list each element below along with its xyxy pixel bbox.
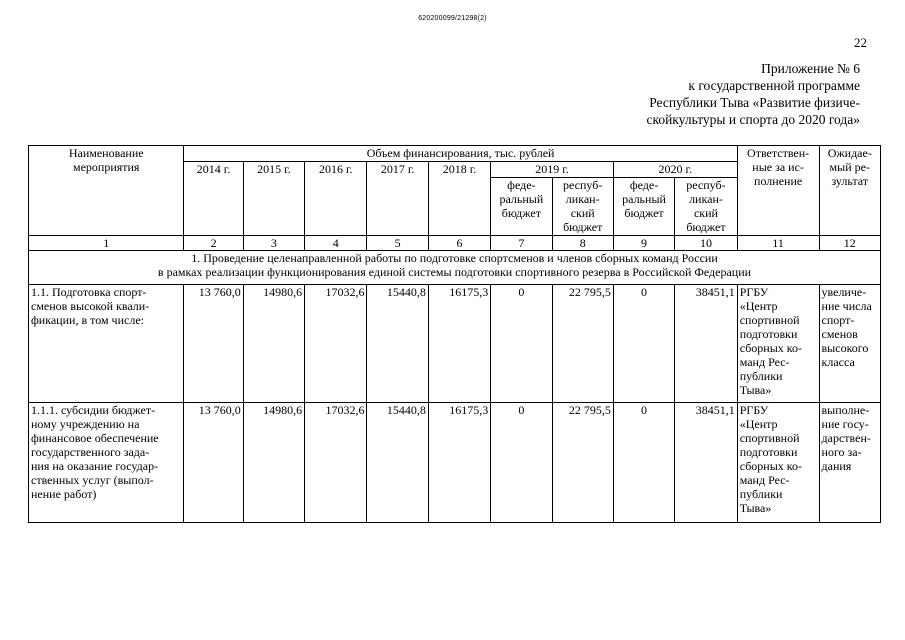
header-year: 2017 г. xyxy=(367,162,428,236)
expected-result xyxy=(819,285,880,403)
cell-line: РГБУ xyxy=(739,403,769,417)
header-year: 2014 г. xyxy=(184,162,243,236)
cell-line: спортивной xyxy=(739,313,800,327)
cell-line: увеличе- xyxy=(821,285,867,299)
activity-name xyxy=(29,403,184,523)
cell-line: ственных услуг (выпол- xyxy=(31,473,154,487)
table-row xyxy=(29,285,881,403)
column-number: 8 xyxy=(552,236,613,251)
header-text: зультат xyxy=(831,174,869,188)
column-number-row xyxy=(29,236,881,251)
cell-line: сменов высокой квали- xyxy=(31,299,150,313)
value-2019-federal: 0 xyxy=(491,403,552,523)
cell-line: 1.1.1. субсидии бюджет- xyxy=(31,403,156,417)
header-year-2020: 2020 г. xyxy=(613,162,737,178)
header-result-cell xyxy=(819,146,880,236)
cell-line: класса xyxy=(821,355,855,369)
expected-result xyxy=(819,403,880,523)
header-name-cell xyxy=(29,146,184,236)
value-2020-federal: 0 xyxy=(613,403,674,523)
header-text: бюджет xyxy=(563,220,603,234)
value-2016: 17032,6 xyxy=(305,285,367,403)
value-2017: 15440,8 xyxy=(367,285,428,403)
cell-line: РГБУ xyxy=(739,285,769,299)
header-year-2019: 2019 г. xyxy=(491,162,614,178)
value-2019-federal: 0 xyxy=(491,285,552,403)
table-row xyxy=(29,403,881,523)
header-fed-2020 xyxy=(613,178,674,236)
appendix-line: Приложение № 6 xyxy=(761,61,860,76)
cell-line: подготовки xyxy=(739,327,798,341)
value-2020-republic: 38451,1 xyxy=(675,403,738,523)
cell-line: спортивной xyxy=(739,431,800,445)
header-text: Наименование xyxy=(68,146,144,160)
header-text: бюджет xyxy=(686,220,726,234)
header-text: бюджет xyxy=(624,206,664,220)
header-rep-2019 xyxy=(552,178,613,236)
header-text: бюджет xyxy=(501,206,541,220)
column-number: 9 xyxy=(613,236,674,251)
cell-line: ного за- xyxy=(821,445,862,459)
cell-line: выполне- xyxy=(821,403,870,417)
header-text: ральный xyxy=(622,192,666,206)
cell-line: подготовки xyxy=(739,445,798,459)
document-id: 620200099/21298(2) xyxy=(418,15,487,22)
cell-line: манд Рес- xyxy=(739,473,790,487)
header-year: 2016 г. xyxy=(305,162,367,236)
cell-line: государственного зада- xyxy=(31,445,150,459)
value-2019-republic: 22 795,5 xyxy=(552,285,613,403)
header-rep-2020 xyxy=(675,178,738,236)
column-number: 6 xyxy=(428,236,490,251)
column-number: 1 xyxy=(29,236,184,251)
appendix-heading xyxy=(560,60,860,128)
value-2018: 16175,3 xyxy=(428,285,490,403)
column-number: 4 xyxy=(305,236,367,251)
header-text: мероприятия xyxy=(72,160,140,174)
header-text: ральный xyxy=(499,192,544,206)
value-2020-federal: 0 xyxy=(613,285,674,403)
cell-line: дарствен- xyxy=(821,431,871,445)
cell-line: публики xyxy=(739,369,783,383)
section-row xyxy=(29,251,881,285)
column-number: 2 xyxy=(184,236,243,251)
appendix-line: скойкультуры и спорта до 2020 года» xyxy=(646,112,860,127)
column-number: 3 xyxy=(243,236,304,251)
section-line: в рамках реализации функционирования единой системы подготовки спортивного резерва в Российской Федерации xyxy=(157,265,752,279)
cell-line: дания xyxy=(821,459,852,473)
cell-line: сборных ко- xyxy=(739,459,802,473)
cell-line: Тыва» xyxy=(739,383,772,397)
header-funding: Объем финансирования, тыс. рублей xyxy=(184,146,737,162)
section-title xyxy=(29,251,881,285)
header-responsible-cell xyxy=(737,146,819,236)
appendix-line: Республики Тыва «Развитие физиче- xyxy=(649,95,860,110)
header-text: мый ре- xyxy=(829,160,870,174)
value-2017: 15440,8 xyxy=(367,403,428,523)
responsible-org xyxy=(737,403,819,523)
cell-line: ние числа xyxy=(821,299,872,313)
header-text: ликан- xyxy=(689,192,723,206)
header-year: 2018 г. xyxy=(428,162,490,236)
cell-line: нение работ) xyxy=(31,487,97,501)
header-text: ский xyxy=(693,206,718,220)
cell-line: публики xyxy=(739,487,783,501)
cell-line: ние госу- xyxy=(821,417,869,431)
responsible-org xyxy=(737,285,819,403)
header-text: респуб- xyxy=(563,178,603,192)
appendix-line: к государственной программе xyxy=(688,78,860,93)
cell-line: «Центр xyxy=(739,299,778,313)
cell-line: ния на оказание государ- xyxy=(31,459,159,473)
cell-line: Тыва» xyxy=(739,501,772,515)
column-number: 5 xyxy=(367,236,428,251)
section-line: 1. Проведение целенаправленной работы по подготовке спортсменов и членов сборных команд России xyxy=(191,251,718,265)
funding-table xyxy=(28,145,881,523)
header-text: полнение xyxy=(754,174,803,188)
header-text: ные за ис- xyxy=(752,160,804,174)
header-text: Ожидае- xyxy=(827,146,872,160)
cell-line: сборных ко- xyxy=(739,341,802,355)
value-2015: 14980,6 xyxy=(243,285,304,403)
activity-name xyxy=(29,285,184,403)
page-number: 22 xyxy=(854,35,867,50)
header-text: феде- xyxy=(507,178,536,192)
header-text: Ответствен- xyxy=(747,146,810,160)
value-2019-republic: 22 795,5 xyxy=(552,403,613,523)
header-fed-2019 xyxy=(491,178,552,236)
cell-line: финансовое обеспечение xyxy=(31,431,159,445)
header-year: 2015 г. xyxy=(243,162,304,236)
value-2016: 17032,6 xyxy=(305,403,367,523)
cell-line: спорт- xyxy=(821,313,855,327)
value-2014: 13 760,0 xyxy=(184,285,243,403)
header-text: ский xyxy=(570,206,595,220)
column-number: 12 xyxy=(819,236,880,251)
column-number: 7 xyxy=(491,236,552,251)
cell-line: ному учреждению на xyxy=(31,417,140,431)
cell-line: манд Рес- xyxy=(739,355,790,369)
cell-line: «Центр xyxy=(739,417,778,431)
cell-line: сменов xyxy=(821,327,858,341)
cell-line: высокого xyxy=(821,341,869,355)
header-text: феде- xyxy=(629,178,659,192)
cell-line: фикации, в том числе: xyxy=(31,313,144,327)
header-text: ликан- xyxy=(565,192,600,206)
value-2020-republic: 38451,1 xyxy=(675,285,738,403)
column-number: 10 xyxy=(675,236,738,251)
cell-line: 1.1. Подготовка спорт- xyxy=(31,285,147,299)
value-2015: 14980,6 xyxy=(243,403,304,523)
header-text: респуб- xyxy=(686,178,726,192)
column-number: 11 xyxy=(737,236,819,251)
value-2014: 13 760,0 xyxy=(184,403,243,523)
value-2018: 16175,3 xyxy=(428,403,490,523)
